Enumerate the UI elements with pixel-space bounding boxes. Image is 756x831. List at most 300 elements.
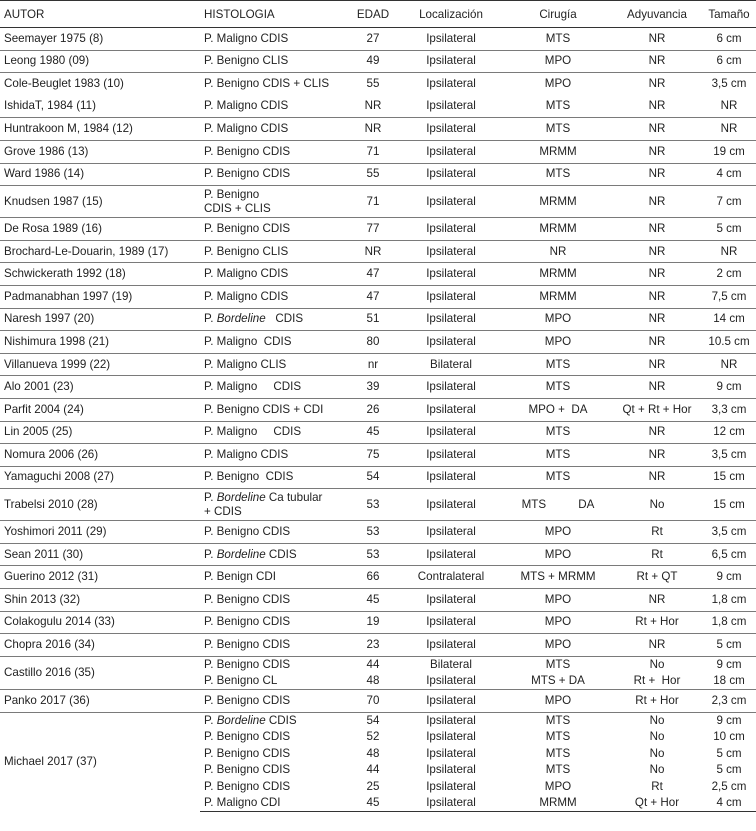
cell-edad: 66 (348, 566, 398, 589)
cell-localizacion: Bilateral (398, 656, 504, 673)
cell-tamano: 4 cm (702, 795, 756, 812)
cell-adyuvancia: Rt + Hor (612, 690, 702, 713)
cell-cirugia: MRMM (504, 795, 612, 812)
table-row (0, 263, 756, 286)
cell-adyuvancia: NR (612, 186, 702, 218)
cell-tamano: 18 cm (713, 673, 745, 687)
cell-tamano: 12 cm (702, 421, 756, 444)
cell-tamano: 1,8 cm (702, 611, 756, 634)
cell-cirugia: MPO + DA (504, 398, 612, 421)
cell-localizacion: Ipsilateral (398, 421, 504, 444)
cell-autor: Guerino 2012 (31) (0, 566, 200, 589)
histologia-part: P. Benigno CDIS (204, 763, 291, 777)
cell-localizacion: Ipsilateral (426, 99, 476, 113)
cell-cirugia: MTS (504, 656, 612, 673)
table-row (0, 28, 756, 51)
histologia-part: P. Benigno CDIS (204, 470, 294, 484)
cell-adyuvancia: Qt + Hor (612, 795, 702, 812)
cell-histologia (200, 779, 348, 796)
cell-cirugia: MTS (504, 118, 612, 141)
cell-tamano: 6 cm (716, 31, 742, 45)
header-edad: EDAD (348, 1, 398, 28)
cell-adyuvancia: NR (612, 376, 702, 399)
table-row (0, 163, 756, 186)
cell-cirugia: MTS (545, 746, 571, 760)
cell-edad: 77 (348, 218, 398, 241)
cell-edad: 75 (348, 444, 398, 467)
cell-edad: 70 (348, 690, 398, 713)
cell-adyuvancia: NR (612, 421, 702, 444)
cell-edad: 71 (348, 140, 398, 163)
cell-histologia (200, 611, 348, 634)
cell-histologia (200, 762, 348, 779)
cell-cirugia: MPO (504, 690, 612, 713)
cell-cirugia: MTS (545, 763, 571, 777)
cell-cirugia: MPO (504, 521, 612, 544)
cell-histologia (200, 398, 348, 421)
cell-localizacion: Bilateral (398, 353, 504, 376)
cell-adyuvancia: NR (612, 589, 702, 612)
histologia-part: P. Benigno CLIS (204, 54, 289, 68)
table-row (0, 656, 756, 673)
cell-autor: Schwickerath 1992 (18) (0, 263, 200, 286)
histologia-part: Ca tubular (265, 490, 323, 504)
cell-edad: 26 (348, 398, 398, 421)
histologia-part: P. Maligno CDI (204, 796, 281, 810)
cell-cirugia: MTS DA (504, 489, 612, 521)
histologia-part: P. Maligno CDIS (204, 122, 289, 136)
cell-adyuvancia: No (649, 746, 665, 760)
cell-histologia (200, 712, 348, 729)
cell-edad: 54 (348, 466, 398, 489)
cell-histologia (200, 95, 348, 118)
cell-histologia (200, 521, 348, 544)
histologia-italic-part: Bordeline (216, 547, 266, 561)
cell-edad: NR (348, 240, 398, 263)
histologia-part: P. Maligno CDIS (204, 289, 289, 303)
cell-adyuvancia: No (612, 712, 702, 729)
table-row (0, 398, 756, 421)
cell-edad: 71 (348, 186, 398, 218)
cell-autor: Ward 1986 (14) (0, 163, 200, 186)
table-row (0, 140, 756, 163)
cell-localizacion: Ipsilateral (398, 690, 504, 713)
table-row (0, 240, 756, 263)
cell-localizacion: Ipsilateral (398, 589, 504, 612)
table-row (0, 376, 756, 399)
cell-cirugia: MPO (504, 331, 612, 354)
cell-autor: Panko 2017 (36) (0, 690, 200, 713)
cell-cirugia: MTS + DA (531, 673, 585, 687)
cell-cirugia: MPO (504, 50, 612, 73)
cell-histologia (200, 421, 348, 444)
histologia-part: P. Benigno CLIS (204, 244, 289, 258)
cell-histologia (200, 489, 348, 521)
cell-localizacion: Ipsilateral (398, 263, 504, 286)
cell-tamano: 10 cm (713, 730, 745, 744)
histologia-part: P. Benigno CDIS (204, 730, 291, 744)
cell-adyuvancia: Rt + Hor (612, 611, 702, 634)
table-row (0, 50, 756, 73)
cell-autor: Colakogulu 2014 (33) (0, 611, 200, 634)
cell-localizacion: Contralateral (398, 566, 504, 589)
cell-localizacion: Ipsilateral (398, 398, 504, 421)
table-row (0, 466, 756, 489)
cell-cirugia: MRMM (504, 263, 612, 286)
table-row (0, 489, 756, 521)
cell-adyuvancia: Rt (651, 779, 663, 793)
cell-tamano: 4 cm (702, 163, 756, 186)
cell-edad: 23 (348, 634, 398, 657)
cell-edad: 27 (366, 31, 380, 45)
cell-autor: Villanueva 1999 (22) (0, 353, 200, 376)
cell-histologia (200, 745, 348, 762)
cell-tamano: 5 cm (716, 746, 742, 760)
cell-adyuvancia: NR (612, 140, 702, 163)
cell-histologia (200, 186, 348, 218)
cell-localizacion: Ipsilateral (398, 308, 504, 331)
cell-cirugia: MTS (504, 466, 612, 489)
cell-localizacion: Ipsilateral (398, 795, 504, 812)
header-adyuvancia: Adyuvancia (612, 1, 702, 28)
cell-edad: 48 (366, 673, 380, 687)
histologia-part: P. Maligno CDIS (204, 447, 289, 461)
histologia-part: P. Maligno CDIS (204, 380, 302, 394)
cell-tamano: 3,5 cm (702, 73, 756, 96)
cell-localizacion: Ipsilateral (398, 118, 504, 141)
cell-adyuvancia: NR (648, 31, 666, 45)
cell-histologia (200, 163, 348, 186)
header-autor: AUTOR (0, 1, 200, 28)
cell-adyuvancia: Rt + QT (612, 566, 702, 589)
histologia-part: P. Benigno CDIS (204, 779, 291, 793)
cell-autor: Shin 2013 (32) (0, 589, 200, 612)
cell-edad: 45 (348, 589, 398, 612)
histologia-part: CDIS (265, 713, 297, 727)
cell-edad: 53 (348, 521, 398, 544)
cell-histologia (200, 690, 348, 713)
table-row (0, 331, 756, 354)
cell-autor: Cole-Beuglet 1983 (10) (0, 73, 200, 96)
histologia-part: P. Benigno CDIS (204, 615, 291, 629)
cell-localizacion: Ipsilateral (398, 140, 504, 163)
cell-tamano: 9 cm (702, 376, 756, 399)
cell-autor: Michael 2017 (37) (0, 712, 200, 812)
histologia-part: CDIS + CLIS (204, 201, 271, 215)
histologia-part: CDIS (265, 312, 304, 326)
cell-adyuvancia: NR (612, 466, 702, 489)
cell-localizacion: Ipsilateral (398, 50, 504, 73)
cell-edad: 55 (348, 73, 398, 96)
cell-histologia (200, 28, 348, 51)
cell-cirugia: MPO (504, 73, 612, 96)
cell-cirugia: MRMM (504, 186, 612, 218)
cell-autor: Knudsen 1987 (15) (0, 186, 200, 218)
table-row (0, 218, 756, 241)
cell-tamano: 7 cm (702, 186, 756, 218)
cell-tamano: 7,5 cm (702, 285, 756, 308)
cell-cirugia: MTS (504, 376, 612, 399)
histologia-italic-part: Bordeline (216, 713, 266, 727)
cell-autor: Huntrakoon M, 1984 (12) (0, 118, 200, 141)
cell-localizacion: Ipsilateral (426, 746, 476, 760)
cell-tamano: 10.5 cm (702, 331, 756, 354)
cell-localizacion: Ipsilateral (398, 611, 504, 634)
table-row (0, 634, 756, 657)
cell-autor: Nomura 2006 (26) (0, 444, 200, 467)
cell-cirugia: MPO (504, 308, 612, 331)
cell-cirugia: MPO (504, 634, 612, 657)
histologia-part: P. Benigno (204, 187, 260, 201)
cell-autor: Parfit 2004 (24) (0, 398, 200, 421)
cell-cirugia: MPO (544, 779, 572, 793)
cell-histologia (200, 566, 348, 589)
cell-adyuvancia: NR (612, 218, 702, 241)
cell-cirugia: MPO (504, 543, 612, 566)
cell-autor: Lin 2005 (25) (0, 421, 200, 444)
cell-localizacion: Ipsilateral (398, 521, 504, 544)
cell-adyuvancia: No (649, 763, 665, 777)
histologia-italic-part: Bordeline (216, 312, 266, 326)
histologia-part: P. Maligno CDIS (204, 99, 289, 113)
histologia-part: P. Benigno CDIS (204, 144, 291, 158)
cell-edad: nr (348, 353, 398, 376)
cell-cirugia: MTS + MRMM (504, 566, 612, 589)
cell-adyuvancia: NR (612, 285, 702, 308)
table-row (0, 285, 756, 308)
histologia-part: P. Benigno CDIS (204, 657, 291, 671)
cell-adyuvancia: No (612, 489, 702, 521)
table-row (0, 186, 756, 218)
cell-edad: 45 (348, 421, 398, 444)
histologia-part: P. Benigno CDIS (204, 638, 291, 652)
histologia-part: P. (204, 490, 217, 504)
cell-tamano: 15 cm (702, 466, 756, 489)
cell-edad: 47 (348, 285, 398, 308)
table-row (0, 118, 756, 141)
table-row (0, 566, 756, 589)
histologia-part: P. Benigno CDIS (204, 592, 291, 606)
cell-histologia (200, 634, 348, 657)
histologia-part: P. Maligno CDIS (204, 425, 302, 439)
cell-localizacion: Ipsilateral (426, 730, 476, 744)
cell-tamano: 9 cm (702, 712, 756, 729)
table-row (0, 308, 756, 331)
header-histologia: HISTOLOGIA (200, 1, 348, 28)
cell-tamano: 6 cm (702, 50, 756, 73)
cell-adyuvancia: NR (612, 163, 702, 186)
histologia-part: P. Benigno CDIS + CDI (204, 402, 324, 416)
cell-autor: IshidaT, 1984 (11) (4, 99, 96, 113)
cell-tamano: NR (702, 118, 756, 141)
cell-cirugia: MTS (545, 99, 571, 113)
cell-cirugia: MPO (504, 611, 612, 634)
cell-tamano: 3,5 cm (702, 521, 756, 544)
histologia-part: P. Benigno CDIS (204, 221, 291, 235)
cell-cirugia: MRMM (504, 218, 612, 241)
cell-edad: 55 (348, 163, 398, 186)
cell-tamano: 5 cm (716, 763, 742, 777)
cell-histologia (200, 543, 348, 566)
cell-adyuvancia: NR (612, 444, 702, 467)
cell-cirugia: MRMM (504, 140, 612, 163)
cell-edad: 47 (348, 263, 398, 286)
cell-adyuvancia: NR (648, 99, 666, 113)
cell-adyuvancia: Rt (612, 521, 702, 544)
histologia-part: P. Maligno CDIS (204, 267, 289, 281)
cell-histologia (200, 218, 348, 241)
cell-localizacion: Ipsilateral (398, 163, 504, 186)
table-row (0, 589, 756, 612)
histologia-part: P. Benigno CDIS (204, 525, 291, 539)
cell-cirugia: NR (504, 240, 612, 263)
cell-adyuvancia: NR (612, 308, 702, 331)
cell-tamano: 2 cm (702, 263, 756, 286)
cell-tamano: 15 cm (702, 489, 756, 521)
cell-edad: 80 (348, 331, 398, 354)
cell-adyuvancia: Rt + Hor (633, 673, 681, 687)
cell-edad: 54 (348, 712, 398, 729)
cell-histologia (200, 140, 348, 163)
table-row (0, 353, 756, 376)
histologia-part: CDIS (265, 547, 297, 561)
cell-autor: Padmanabhan 1997 (19) (0, 285, 200, 308)
cell-edad: 25 (366, 779, 380, 793)
table-body (0, 28, 756, 812)
table-row (0, 444, 756, 467)
histologia-part: P. Benign CDI (204, 570, 276, 584)
cell-autor: Chopra 2016 (34) (0, 634, 200, 657)
cell-autor: Seemayer 1975 (8) (4, 31, 104, 45)
table-row (0, 690, 756, 713)
cell-autor: Yoshimori 2011 (29) (0, 521, 200, 544)
header-tamano: Tamaño (702, 1, 756, 28)
cell-tamano: NR (702, 353, 756, 376)
table-row (0, 712, 756, 729)
cell-localizacion: Ipsilateral (426, 763, 476, 777)
cell-adyuvancia: NR (612, 73, 702, 96)
cell-histologia (200, 73, 348, 96)
table-row (0, 521, 756, 544)
cell-edad: NR (364, 99, 382, 113)
cell-histologia (200, 466, 348, 489)
histologia-part: P. (204, 547, 217, 561)
cell-edad: 44 (366, 763, 380, 777)
histologia-part: P. Benigno CDIS (204, 167, 291, 181)
cell-autor: Trabelsi 2010 (28) (0, 489, 200, 521)
cell-histologia (200, 353, 348, 376)
histologia-part: P. Maligno CDIS (204, 334, 292, 348)
header-localizacion: Localización (398, 1, 504, 28)
cell-localizacion: Ipsilateral (398, 376, 504, 399)
cell-cirugia: MTS (504, 421, 612, 444)
cell-localizacion: Ipsilateral (398, 466, 504, 489)
table-row (0, 421, 756, 444)
cell-cirugia: MTS (504, 163, 612, 186)
cell-tamano: 1,8 cm (702, 589, 756, 612)
cell-adyuvancia: NR (612, 50, 702, 73)
cell-cirugia: MTS (504, 353, 612, 376)
cell-localizacion: Ipsilateral (398, 218, 504, 241)
cell-autor: Naresh 1997 (20) (0, 308, 200, 331)
cell-tamano: 19 cm (702, 140, 756, 163)
cell-histologia (200, 673, 348, 690)
cell-cirugia: MPO (504, 589, 612, 612)
cell-localizacion: Ipsilateral (426, 673, 476, 687)
table-row (0, 543, 756, 566)
cell-localizacion: Ipsilateral (398, 489, 504, 521)
cell-localizacion: Ipsilateral (398, 240, 504, 263)
cell-tamano: 5 cm (702, 634, 756, 657)
cell-localizacion: Ipsilateral (398, 331, 504, 354)
histologia-part: P. Benigno CDIS (204, 746, 291, 760)
cell-autor: De Rosa 1989 (16) (0, 218, 200, 241)
cell-localizacion: Ipsilateral (398, 285, 504, 308)
cell-histologia (200, 656, 348, 673)
cell-tamano: NR (720, 99, 738, 113)
table-row (0, 611, 756, 634)
cell-adyuvancia: No (649, 730, 665, 744)
cell-adyuvancia: Qt + Rt + Hor (612, 398, 702, 421)
cell-tamano: 3,3 cm (702, 398, 756, 421)
table-row (0, 73, 756, 96)
cell-edad: 53 (348, 543, 398, 566)
cell-localizacion: Ipsilateral (426, 779, 476, 793)
cell-histologia (200, 589, 348, 612)
cell-histologia (200, 729, 348, 746)
cell-autor: Alo 2001 (23) (0, 376, 200, 399)
cell-histologia (200, 240, 348, 263)
histologia-part: P. Benigno CDIS + CLIS (204, 77, 330, 91)
cell-tamano: 2,3 cm (702, 690, 756, 713)
cell-adyuvancia: NR (612, 634, 702, 657)
cell-edad: 19 (348, 611, 398, 634)
cell-tamano: 2,5 cm (711, 779, 747, 793)
cell-cirugia: MTS (545, 730, 571, 744)
cell-localizacion: Ipsilateral (398, 712, 504, 729)
cell-cirugia: MRMM (504, 285, 612, 308)
cell-cirugia: MTS (545, 31, 571, 45)
cell-autor: Nishimura 1998 (21) (0, 331, 200, 354)
cell-localizacion: Ipsilateral (398, 186, 504, 218)
cell-adyuvancia: NR (612, 118, 702, 141)
cell-autor: Leong 1980 (09) (0, 50, 200, 73)
cell-edad: 48 (366, 746, 380, 760)
cell-histologia (200, 795, 348, 812)
cell-localizacion: Ipsilateral (398, 634, 504, 657)
cell-histologia (200, 444, 348, 467)
cell-cirugia: MTS (504, 712, 612, 729)
histologia-part: P. Maligno CDIS (204, 31, 289, 45)
header-cirugia: Cirugía (504, 1, 612, 28)
cell-adyuvancia: NR (612, 353, 702, 376)
histologia-part: P. Maligno CLIS (204, 357, 287, 371)
cell-tamano: 6,5 cm (702, 543, 756, 566)
cell-localizacion: Ipsilateral (398, 73, 504, 96)
histologia-part: P. Benigno CL (204, 673, 278, 687)
table-row (0, 95, 756, 118)
cell-tamano: 9 cm (702, 656, 756, 673)
cell-localizacion: Ipsilateral (398, 444, 504, 467)
cell-edad: 53 (348, 489, 398, 521)
cell-tamano: 14 cm (702, 308, 756, 331)
cell-adyuvancia: NR (612, 331, 702, 354)
cell-tamano: 9 cm (702, 566, 756, 589)
cell-histologia (200, 118, 348, 141)
cell-adyuvancia: Rt (612, 543, 702, 566)
cell-localizacion: Ipsilateral (426, 31, 476, 45)
histologia-italic-part: Bordeline (216, 490, 266, 504)
